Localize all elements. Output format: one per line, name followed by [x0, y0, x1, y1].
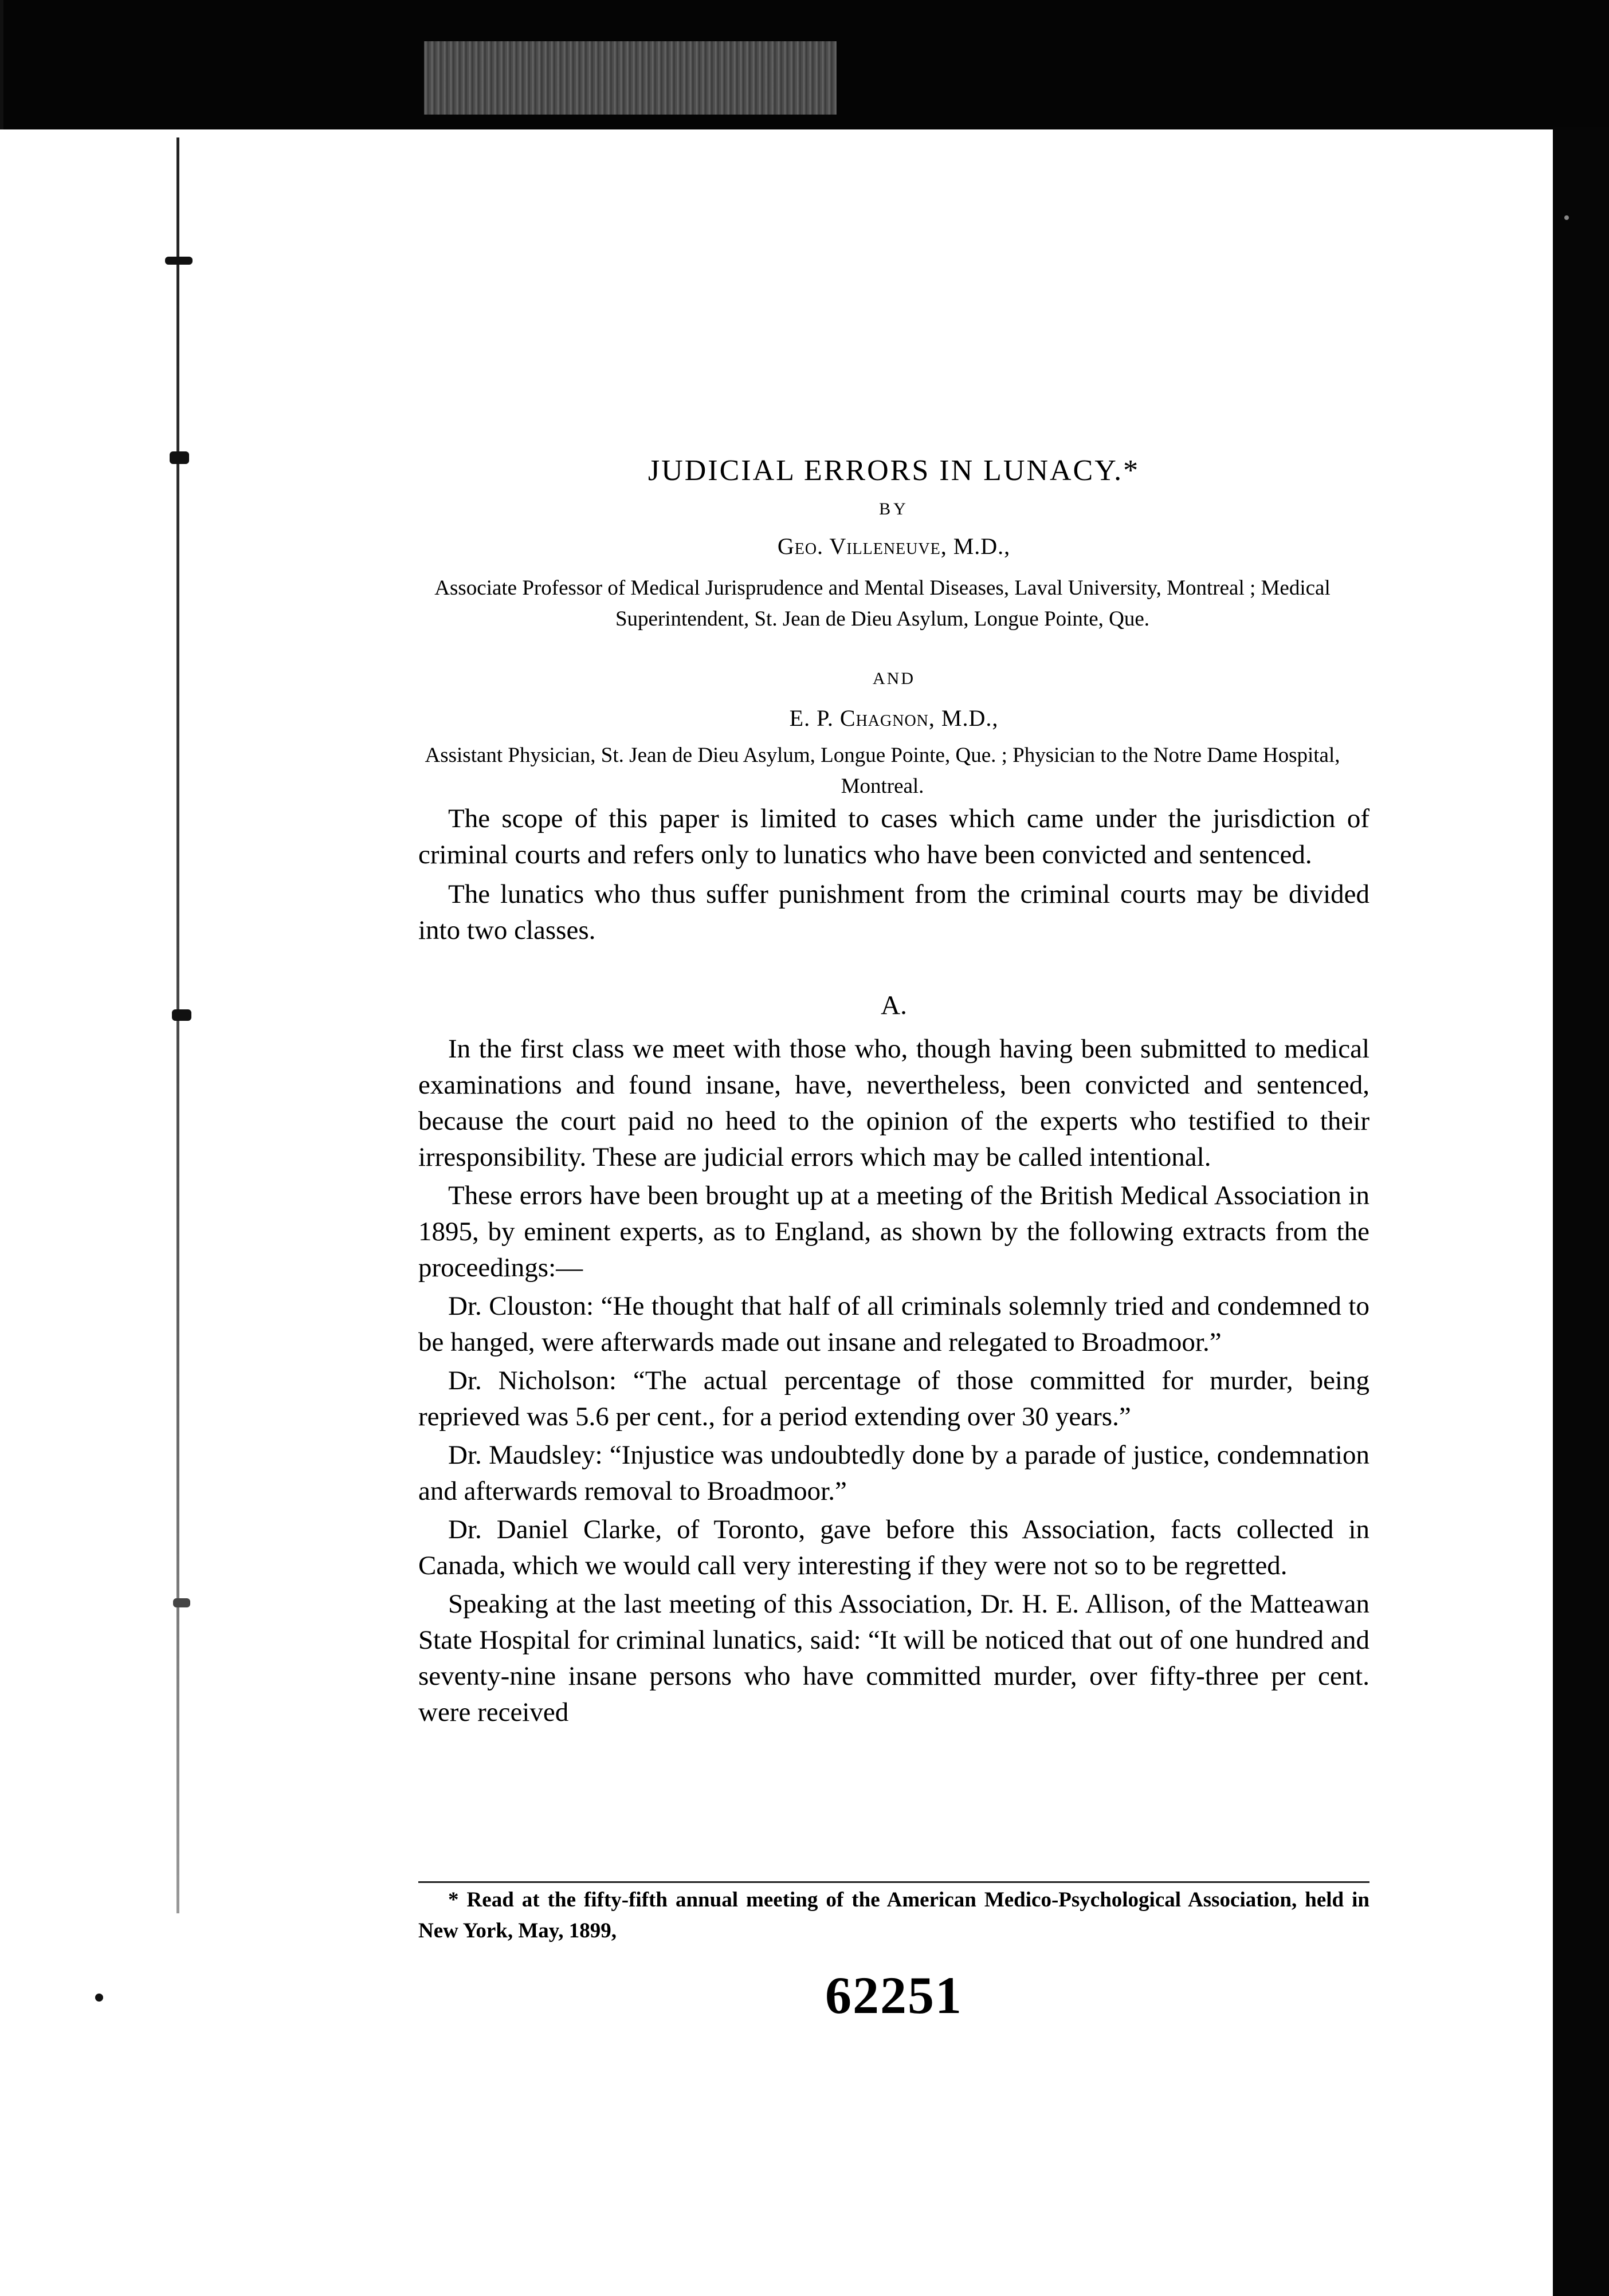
paper-speck: [1564, 215, 1569, 220]
author-name: E. P. Chagnon, M.D.,: [789, 705, 999, 731]
section-heading: A.: [881, 990, 907, 1020]
paragraph: Dr. Daniel Clarke, of Toronto, gave before this Association, facts collected in Canada, which we would call very interesting if they were not so to be regretted.: [418, 1515, 1369, 1581]
paragraph: Dr. Clouston: “He thought that half of all criminals solemnly tried and condemned to be hanged, were afterwards made out insane and relegated to Broadmoor.”: [418, 1291, 1369, 1357]
paragraph: Speaking at the last meeting of this Association, Dr. H. E. Allison, of the Matteawan State Hospital for criminal lunatics, said: “It will be noticed that out of one hundred and seventy-nine insane persons who have committed murder, over fifty-three per cent. were received: [418, 1589, 1369, 1727]
paragraph: The lunatics who thus suffer punishment from the criminal courts may be divided into two classes.: [418, 879, 1369, 945]
binding-stitch: [165, 257, 193, 265]
accession-number: 62251: [825, 1966, 963, 2024]
binding-edge: [176, 137, 179, 1913]
scanner-border-right: [1553, 127, 1609, 2296]
author-conjunction: AND: [873, 669, 915, 688]
paragraph: In the first class we meet with those who, though having been submitted to medical examinations and found insane, have, nevertheless, been convicted and sentenced, because the court paid no heed to the opinion of the experts who testified to their irresponsibility. These are judicial errors which may be called intentional.: [418, 1034, 1369, 1172]
paragraph: These errors have been brought up at a meeting of the British Medical Association in 1895, by eminent experts, as to England, as shown by the following extracts from the proceedings:—: [418, 1181, 1369, 1283]
paper-speck: [95, 1994, 103, 2002]
author-affiliation: Assistant Physician, St. Jean de Dieu Asylum, Longue Pointe, Que. ; Physician to the Notre Dame Hospital, Montreal.: [425, 744, 1340, 798]
footnote-text: * Read at the fifty-fifth annual meeting of the American Medico-Psychological Association, held in New York, May, 1899,: [418, 1888, 1369, 1943]
scan-artifact-strip: [424, 41, 837, 115]
binding-stitch: [170, 451, 189, 464]
byline-label: BY: [879, 500, 909, 518]
footnote: [418, 1885, 1369, 1947]
paragraph: The scope of this paper is limited to cases which came under the jurisdiction of criminal courts and refers only to lunatics who have been convicted and sentenced.: [418, 804, 1369, 870]
intro-text: [418, 801, 1369, 949]
binding-stitch: [172, 1009, 191, 1021]
author-name: Geo. Villeneuve, M.D.,: [777, 533, 1011, 559]
article-title: JUDICIAL ERRORS IN LUNACY.*: [647, 454, 1140, 487]
paragraph: Dr. Maudsley: “Injustice was undoubtedly done by a parade of justice, condemnation and afterwards removal to Broadmoor.”: [418, 1440, 1369, 1506]
section-a-text: [418, 1031, 1369, 1731]
footnote-rule: [418, 1881, 1369, 1883]
author-affiliation: Associate Professor of Medical Jurisprudence and Mental Diseases, Laval University, Montreal ; Medical Superintendent, St. Jean de Dieu Asylum, Longue Pointe, Que.: [434, 576, 1331, 631]
binding-stitch: [173, 1598, 190, 1607]
paragraph: Dr. Nicholson: “The actual percentage of those committed for murder, being reprieved was 5.6 per cent., for a period extending over 30 years.”: [418, 1366, 1369, 1432]
